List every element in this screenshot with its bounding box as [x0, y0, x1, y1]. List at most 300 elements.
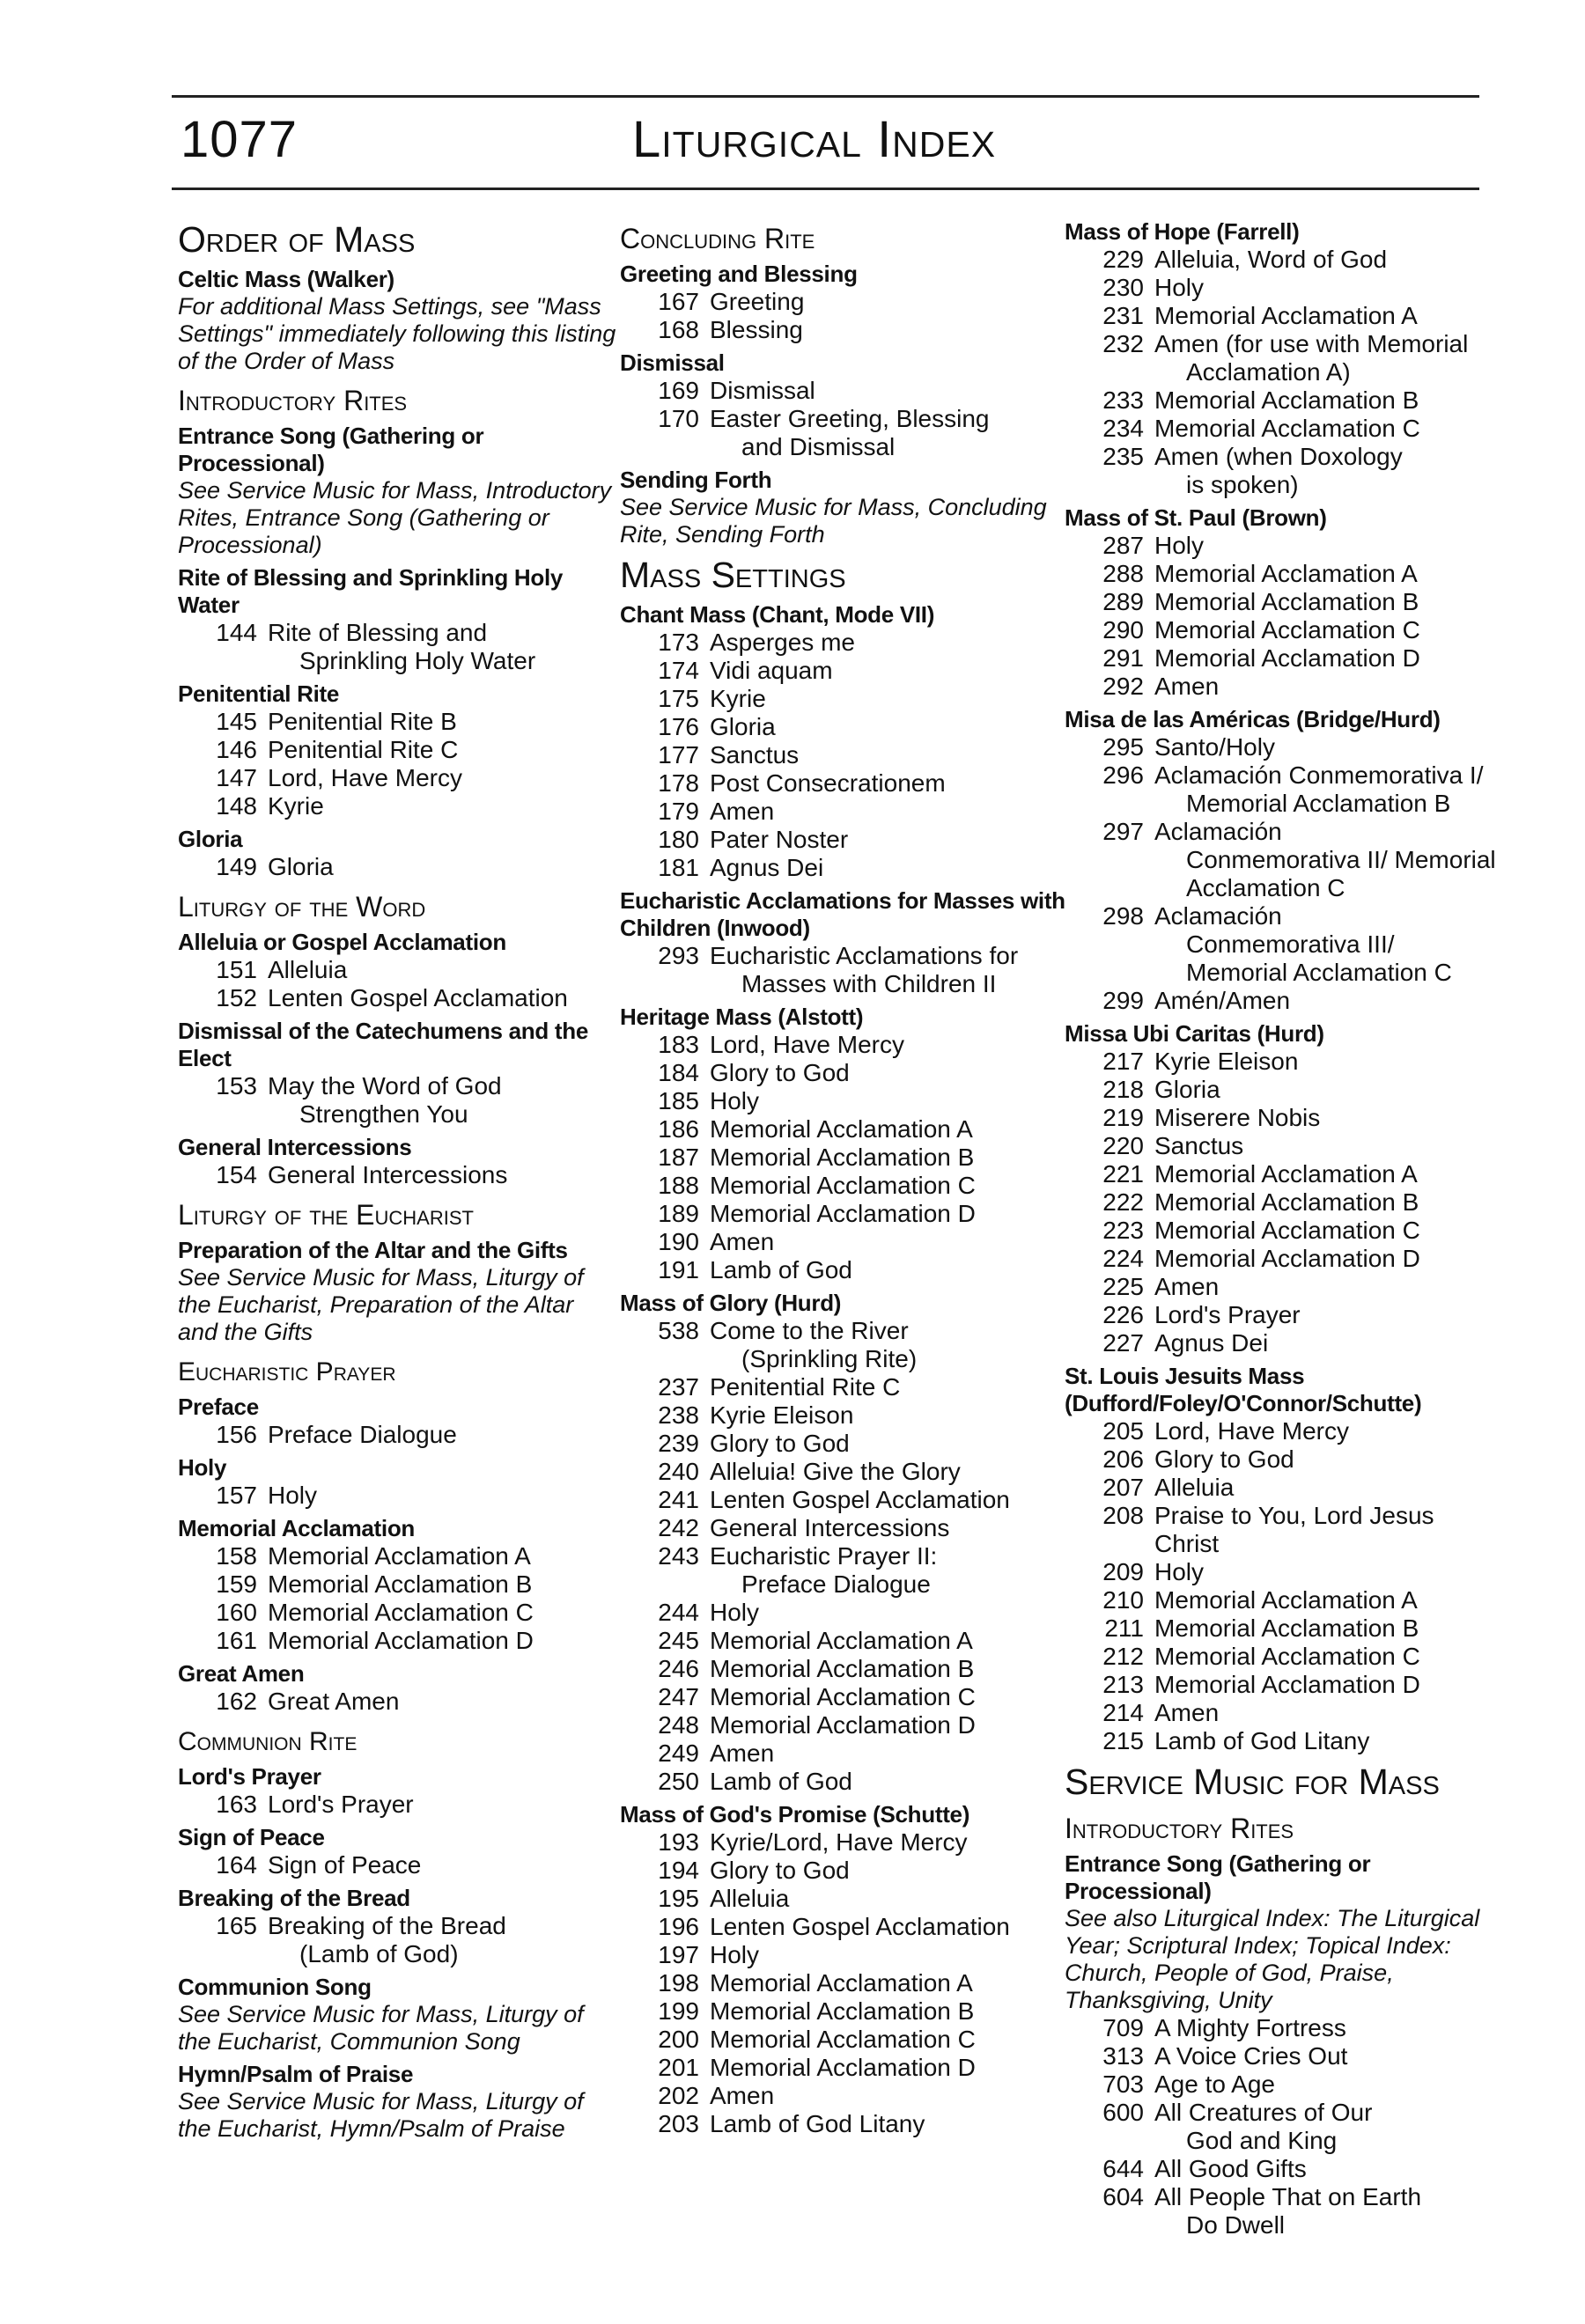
entry-title-wrap: [1154, 1132, 1496, 1160]
index-entry: [178, 736, 618, 764]
entry-title: Glory to God: [710, 1059, 850, 1086]
entry-title-wrap: [710, 288, 1069, 316]
index-entry: [1065, 1502, 1496, 1558]
index-entry: [1065, 2183, 1496, 2239]
index-entry: [1065, 1048, 1496, 1076]
entry-number: 157: [216, 1482, 257, 1509]
entry-number: 227: [1102, 1329, 1144, 1357]
entry-number: 249: [658, 1739, 699, 1767]
entry-title-wrap: [710, 1200, 1069, 1228]
entry-title: Glory to God: [710, 1857, 850, 1884]
group-heading: Hymn/Psalm of Praise: [178, 2061, 414, 2087]
entry-title: A Mighty Fortress: [1154, 2014, 1346, 2041]
entry-title-wrap: [710, 1486, 1069, 1514]
entry-title-wrap: [268, 619, 618, 675]
group-heading: Mass of St. Paul (Brown): [1065, 504, 1327, 531]
index-entry: [178, 853, 618, 881]
index-entry: [620, 2110, 1069, 2138]
subsection-heading: Concluding Rite: [620, 223, 815, 254]
entry-title: All Creatures of Our: [1154, 2099, 1373, 2126]
entry-title: Amen: [1154, 1273, 1220, 1300]
index-entry: [1065, 1558, 1496, 1586]
entry-title: All People That on Earth: [1154, 2183, 1422, 2210]
entry-title: Memorial Acclamation A: [710, 1115, 973, 1143]
entry-title-wrap: [710, 1401, 1069, 1430]
group-heading: Mass of Glory (Hurd): [620, 1290, 842, 1316]
group-heading: Communion Song: [178, 1974, 372, 2000]
entry-title: Blessing: [710, 316, 803, 343]
index-entry: [1065, 644, 1496, 673]
index-entry: [620, 1458, 1069, 1486]
entry-number: 173: [658, 629, 699, 656]
entry-title: Memorial Acclamation D: [1154, 644, 1420, 672]
entry-title: Alleluia: [710, 1885, 790, 1912]
entry-title: Lord's Prayer: [1154, 1301, 1301, 1328]
entry-number: 244: [658, 1599, 699, 1626]
entry-number: 703: [1102, 2070, 1144, 2098]
entry-number: 215: [1102, 1727, 1144, 1754]
entry-title-wrap: [710, 1627, 1069, 1655]
entry-number: 247: [658, 1683, 699, 1710]
entry-title: Memorial Acclamation B: [710, 1997, 975, 2025]
entry-title: Amen: [710, 2082, 775, 2109]
entry-number: 231: [1102, 302, 1144, 329]
entry-title-wrap: [710, 2054, 1069, 2082]
entry-title: Memorial Acclamation B: [268, 1570, 533, 1598]
entry-number: 193: [658, 1828, 699, 1856]
group-heading: Breaking of the Bread: [178, 1885, 410, 1911]
entry-number: 154: [216, 1161, 257, 1188]
entry-title-wrap: [710, 826, 1069, 854]
index-entry: [1065, 987, 1496, 1015]
cross-reference-note: See Service Music for Mass, Introductory Rites, Entrance Song (Gathering or Processional): [178, 477, 612, 558]
entry-title: Rite of Blessing and: [268, 619, 488, 646]
entry-title-wrap: [710, 741, 1069, 769]
entry-number: 242: [658, 1514, 699, 1541]
entry-number: 208: [1102, 1502, 1144, 1529]
entry-number: 179: [658, 798, 699, 825]
entry-title-wrap: [1154, 386, 1496, 415]
index-entry: [178, 984, 618, 1012]
group-heading: Lord's Prayer: [178, 1763, 321, 1790]
entry-title-wrap: [1154, 1643, 1496, 1671]
entry-number: 709: [1102, 2014, 1144, 2041]
entry-title-continuation: Conmemorativa III/ Memorial Acclamation C: [1186, 930, 1452, 986]
index-entry: [1065, 1273, 1496, 1301]
entry-title-continuation: God and King: [1186, 2127, 1338, 2154]
entry-title: Holy: [710, 1599, 760, 1626]
entry-title-wrap: [1154, 1699, 1496, 1727]
index-entry: [1065, 588, 1496, 616]
entry-number: 220: [1102, 1132, 1144, 1159]
entry-number: 246: [658, 1655, 699, 1682]
entry-title-continuation: Preface Dialogue: [741, 1570, 931, 1598]
index-entry: [1065, 1329, 1496, 1357]
index-entry: [1065, 302, 1496, 330]
entry-title-wrap: [1154, 1502, 1496, 1558]
entry-title: Pater Noster: [710, 826, 849, 853]
group-heading: General Intercessions: [178, 1134, 412, 1160]
entry-title-wrap: [1154, 1301, 1496, 1329]
index-entry: [620, 854, 1069, 882]
index-entry: [178, 1688, 618, 1716]
entry-title-wrap: [1154, 560, 1496, 588]
entry-title: Memorial Acclamation A: [710, 1969, 973, 1997]
entry-number: 170: [658, 405, 699, 432]
entry-number: 243: [658, 1542, 699, 1570]
index-entry: [620, 741, 1069, 769]
group-heading: Mass of God's Promise (Schutte): [620, 1801, 970, 1828]
group-heading: Sign of Peace: [178, 1824, 325, 1850]
index-entry: [1065, 1417, 1496, 1445]
index-entry: [620, 1514, 1069, 1542]
index-entry: [620, 1317, 1069, 1373]
entry-title-wrap: [710, 1228, 1069, 1256]
index-entry: [178, 1912, 618, 1968]
entry-number: 183: [658, 1031, 699, 1058]
entry-title: A Voice Cries Out: [1154, 2042, 1348, 2070]
entry-title: Memorial Acclamation B: [1154, 1188, 1419, 1216]
entry-title-wrap: [268, 1482, 618, 1510]
entry-number: 600: [1102, 2099, 1144, 2126]
entry-title-wrap: [268, 736, 618, 764]
index-entry: [1065, 1643, 1496, 1671]
index-entry: [178, 1421, 618, 1449]
entry-number: 187: [658, 1144, 699, 1171]
index-entry: [178, 792, 618, 820]
index-entry: [1065, 1245, 1496, 1273]
entry-number: 287: [1102, 532, 1144, 559]
entry-title-wrap: [710, 1828, 1069, 1857]
entry-number: 538: [658, 1317, 699, 1344]
entry-title: Memorial Acclamation B: [710, 1655, 975, 1682]
entry-number: 241: [658, 1486, 699, 1513]
group-heading: Gloria: [178, 826, 243, 852]
entry-title: Memorial Acclamation A: [1154, 1160, 1418, 1188]
entry-title-wrap: [268, 1791, 618, 1819]
subsection-heading: Eucharistic Prayer: [178, 1357, 396, 1386]
entry-title-wrap: [710, 1857, 1069, 1885]
entry-title: Post Consecrationem: [710, 769, 946, 797]
entry-title-wrap: [1154, 330, 1496, 386]
entry-title-wrap: [1154, 2099, 1496, 2155]
entry-number: 209: [1102, 1558, 1144, 1585]
index-entry: [1065, 818, 1496, 902]
index-entry: [1065, 1160, 1496, 1188]
index-entry: [620, 1711, 1069, 1739]
entry-title-wrap: [1154, 1474, 1496, 1502]
index-entry: [620, 1430, 1069, 1458]
index-entry: [178, 956, 618, 984]
entry-title-wrap: [1154, 274, 1496, 302]
entry-title: Dismissal: [710, 377, 815, 404]
index-entry: [620, 1087, 1069, 1115]
entry-number: 198: [658, 1969, 699, 1997]
entry-title-wrap: [268, 708, 618, 736]
entry-title: Holy: [1154, 532, 1205, 559]
group-heading: Heritage Mass (Alstott): [620, 1004, 864, 1030]
index-entry: [178, 1627, 618, 1655]
index-entry: [178, 1599, 618, 1627]
index-entry: [178, 1482, 618, 1510]
entry-title-wrap: [268, 853, 618, 881]
entry-title: Gloria: [1154, 1076, 1220, 1103]
entry-title-wrap: [268, 1570, 618, 1599]
section-heading: Order of Mass: [178, 219, 416, 260]
entry-title: Praise to You, Lord Jesus Christ: [1154, 1502, 1434, 1557]
entry-title: Alleluia: [1154, 1474, 1235, 1501]
entry-number: 146: [216, 736, 257, 763]
entry-title: Preface Dialogue: [268, 1421, 457, 1448]
entry-title: Aclamación Conmemorativa I/: [1154, 761, 1484, 789]
entry-title: Memorial Acclamation C: [710, 1683, 976, 1710]
entry-title: Memorial Acclamation D: [710, 1711, 976, 1739]
entry-title: Miserere Nobis: [1154, 1104, 1321, 1131]
entry-number: 238: [658, 1401, 699, 1429]
entry-number: 288: [1102, 560, 1144, 587]
entry-number: 235: [1102, 443, 1144, 470]
entry-title-wrap: [710, 1599, 1069, 1627]
index-entry: [1065, 560, 1496, 588]
entry-title-wrap: [710, 713, 1069, 741]
entry-title-wrap: [710, 1430, 1069, 1458]
entry-title: General Intercessions: [710, 1514, 950, 1541]
index-entry: [1065, 443, 1496, 499]
entry-title-wrap: [1154, 1586, 1496, 1614]
entry-title: Penitential Rite C: [710, 1373, 901, 1401]
entry-number: 239: [658, 1430, 699, 1457]
entry-title-wrap: [710, 1373, 1069, 1401]
entry-number: 213: [1102, 1671, 1144, 1698]
entry-number: 163: [216, 1791, 257, 1818]
entry-title-wrap: [710, 1683, 1069, 1711]
entry-number: 214: [1102, 1699, 1144, 1726]
entry-number: 221: [1102, 1160, 1144, 1188]
entry-title-wrap: [1154, 1160, 1496, 1188]
entry-title: Aclamación: [1154, 902, 1282, 930]
entry-title: Eucharistic Acclamations for: [710, 942, 1019, 969]
page-title: Liturgical Index: [632, 111, 997, 168]
group-heading: Memorial Acclamation: [178, 1515, 416, 1541]
entry-title: Memorial Acclamation D: [710, 1200, 976, 1227]
entry-title-wrap: [710, 1115, 1069, 1144]
index-entry: [1065, 2070, 1496, 2099]
index-entry: [620, 1599, 1069, 1627]
entry-number: 644: [1102, 2155, 1144, 2182]
entry-number: 313: [1102, 2042, 1144, 2070]
entry-number: 298: [1102, 902, 1144, 930]
entry-number: 233: [1102, 386, 1144, 414]
index-entry: [178, 764, 618, 792]
entry-title: Memorial Acclamation B: [1154, 588, 1419, 615]
index-entry: [620, 629, 1069, 657]
index-entry: [620, 1997, 1069, 2026]
entry-title: Kyrie: [710, 685, 766, 712]
entry-title-wrap: [710, 657, 1069, 685]
entry-number: 153: [216, 1072, 257, 1099]
entry-title-wrap: [1154, 644, 1496, 673]
entry-title: Amen: [710, 1228, 775, 1255]
entry-number: 158: [216, 1542, 257, 1570]
entry-title-continuation: Strengthen You: [299, 1100, 468, 1128]
cross-reference-note: See Service Music for Mass, Concluding Rite, Sending Forth: [620, 494, 1047, 548]
entry-title: Sign of Peace: [268, 1851, 422, 1879]
entry-number: 152: [216, 984, 257, 1011]
group-heading: Entrance Song (Gathering or Processional): [1065, 1850, 1371, 1904]
entry-title-wrap: [1154, 1048, 1496, 1076]
index-entry: [620, 1941, 1069, 1969]
entry-title: Alleluia! Give the Glory: [710, 1458, 961, 1485]
entry-title: Memorial Acclamation B: [1154, 1614, 1419, 1642]
index-entry: [620, 1228, 1069, 1256]
cross-reference-note: See Service Music for Mass, Liturgy of the Eucharist, Hymn/Psalm of Praise: [178, 2088, 584, 2142]
entry-number: 178: [658, 769, 699, 797]
entry-number: 217: [1102, 1048, 1144, 1075]
entry-number: 180: [658, 826, 699, 853]
entry-title-wrap: [1154, 673, 1496, 701]
entry-number: 176: [658, 713, 699, 740]
entry-title: Asperges me: [710, 629, 855, 656]
index-entry: [620, 1969, 1069, 1997]
entry-title-wrap: [710, 1913, 1069, 1941]
entry-number: 169: [658, 377, 699, 404]
subsection-heading: Liturgy of the Word: [178, 891, 426, 923]
entry-number: 167: [658, 288, 699, 315]
index-entry: [1065, 1474, 1496, 1502]
entry-title: Memorial Acclamation B: [1154, 386, 1419, 414]
entry-number: 295: [1102, 733, 1144, 761]
index-entry: [620, 942, 1069, 998]
index-entry: [620, 1115, 1069, 1144]
entry-number: 223: [1102, 1217, 1144, 1244]
entry-title: Memorial Acclamation C: [268, 1599, 534, 1626]
entry-title-wrap: [268, 764, 618, 792]
index-entry: [178, 1161, 618, 1189]
index-entry: [1065, 902, 1496, 987]
entry-title: Lord, Have Mercy: [268, 764, 462, 791]
entry-title-continuation: and Dismissal: [741, 433, 896, 460]
index-entry: [178, 1072, 618, 1129]
entry-title: Kyrie: [268, 792, 324, 820]
entry-title: Lamb of God Litany: [1154, 1727, 1370, 1754]
entry-number: 197: [658, 1941, 699, 1968]
index-entry: [178, 1570, 618, 1599]
entry-title-wrap: [710, 769, 1069, 798]
cross-reference-note: See also Liturgical Index: The Liturgical Year; Scriptural Index; Topical Index: Church, People of God, Praise, Thanksgiving, Unity: [1065, 1905, 1480, 2013]
entry-title-wrap: [710, 1172, 1069, 1200]
index-entry: [1065, 2014, 1496, 2042]
entry-number: 245: [658, 1627, 699, 1654]
entry-number: 224: [1102, 1245, 1144, 1272]
index-entry: [178, 1542, 618, 1570]
entry-title-wrap: [1154, 616, 1496, 644]
index-entry: [1065, 1217, 1496, 1245]
index-entry: [1065, 1076, 1496, 1104]
index-entry: [620, 1256, 1069, 1284]
entry-title: Gloria: [268, 853, 334, 880]
index-entry: [620, 1144, 1069, 1172]
entry-title-wrap: [710, 1059, 1069, 1087]
entry-title-wrap: [1154, 1104, 1496, 1132]
entry-title: Memorial Acclamation A: [268, 1542, 531, 1570]
entry-title-wrap: [710, 1542, 1069, 1599]
index-entry: [620, 1683, 1069, 1711]
entry-title-wrap: [1154, 2183, 1496, 2239]
entry-title-wrap: [1154, 1445, 1496, 1474]
cross-reference-note: For additional Mass Settings, see "Mass Settings" immediately following this listing of the Order of Mass: [178, 293, 616, 374]
entry-title-wrap: [710, 1997, 1069, 2026]
index-entry: [1065, 274, 1496, 302]
entry-title: Penitential Rite B: [268, 708, 457, 735]
entry-number: 159: [216, 1570, 257, 1598]
group-heading: Misa de las Américas (Bridge/Hurd): [1065, 706, 1441, 732]
entry-title-wrap: [710, 316, 1069, 344]
index-entry: [1065, 246, 1496, 274]
entry-title-wrap: [268, 956, 618, 984]
entry-number: 199: [658, 1997, 699, 2025]
entry-number: 162: [216, 1688, 257, 1715]
index-entry: [620, 377, 1069, 405]
entry-title: Amen: [710, 1739, 775, 1767]
entry-number: 151: [216, 956, 257, 983]
entry-title-wrap: [268, 1851, 618, 1879]
entry-title-wrap: [1154, 987, 1496, 1015]
entry-title: Glory to God: [1154, 1445, 1294, 1473]
entry-number: 165: [216, 1912, 257, 1939]
index-entry: [620, 1885, 1069, 1913]
index-entry: [620, 405, 1069, 461]
entry-title-wrap: [710, 1031, 1069, 1059]
entry-title-wrap: [268, 1161, 618, 1189]
index-entry: [1065, 1614, 1496, 1643]
entry-title-wrap: [1154, 1329, 1496, 1357]
entry-title-wrap: [710, 1514, 1069, 1542]
entry-title: Santo/Holy: [1154, 733, 1275, 761]
entry-title: Agnus Dei: [710, 854, 824, 881]
index-column-3: [1065, 213, 1496, 2239]
entry-number: 191: [658, 1256, 699, 1283]
index-entry: [620, 769, 1069, 798]
entry-number: 147: [216, 764, 257, 791]
entry-title-wrap: [1154, 1671, 1496, 1699]
index-entry: [620, 1172, 1069, 1200]
index-entry: [620, 1373, 1069, 1401]
entry-title-continuation: Sprinkling Holy Water: [299, 647, 536, 674]
index-entry: [620, 1655, 1069, 1683]
index-entry: [1065, 673, 1496, 701]
index-entry: [620, 1828, 1069, 1857]
entry-title: Great Amen: [268, 1688, 400, 1715]
entry-number: 219: [1102, 1104, 1144, 1131]
entry-title-wrap: [1154, 2070, 1496, 2099]
entry-number: 229: [1102, 246, 1144, 273]
entry-title-wrap: [710, 1885, 1069, 1913]
entry-title: Memorial Acclamation A: [1154, 302, 1418, 329]
entry-title: Lord, Have Mercy: [1154, 1417, 1349, 1445]
entry-number: 222: [1102, 1188, 1144, 1216]
index-entry: [620, 2082, 1069, 2110]
entry-title: Memorial Acclamation B: [710, 1144, 975, 1171]
index-entry: [620, 1031, 1069, 1059]
entry-title-wrap: [268, 1599, 618, 1627]
group-heading: Dismissal: [620, 349, 725, 376]
index-entry: [620, 1200, 1069, 1228]
entry-title: Glory to God: [710, 1430, 850, 1457]
entry-title-continuation: (Lamb of God): [299, 1940, 459, 1967]
entry-number: 160: [216, 1599, 257, 1626]
entry-title: Holy: [1154, 1558, 1205, 1585]
entry-number: 250: [658, 1768, 699, 1795]
